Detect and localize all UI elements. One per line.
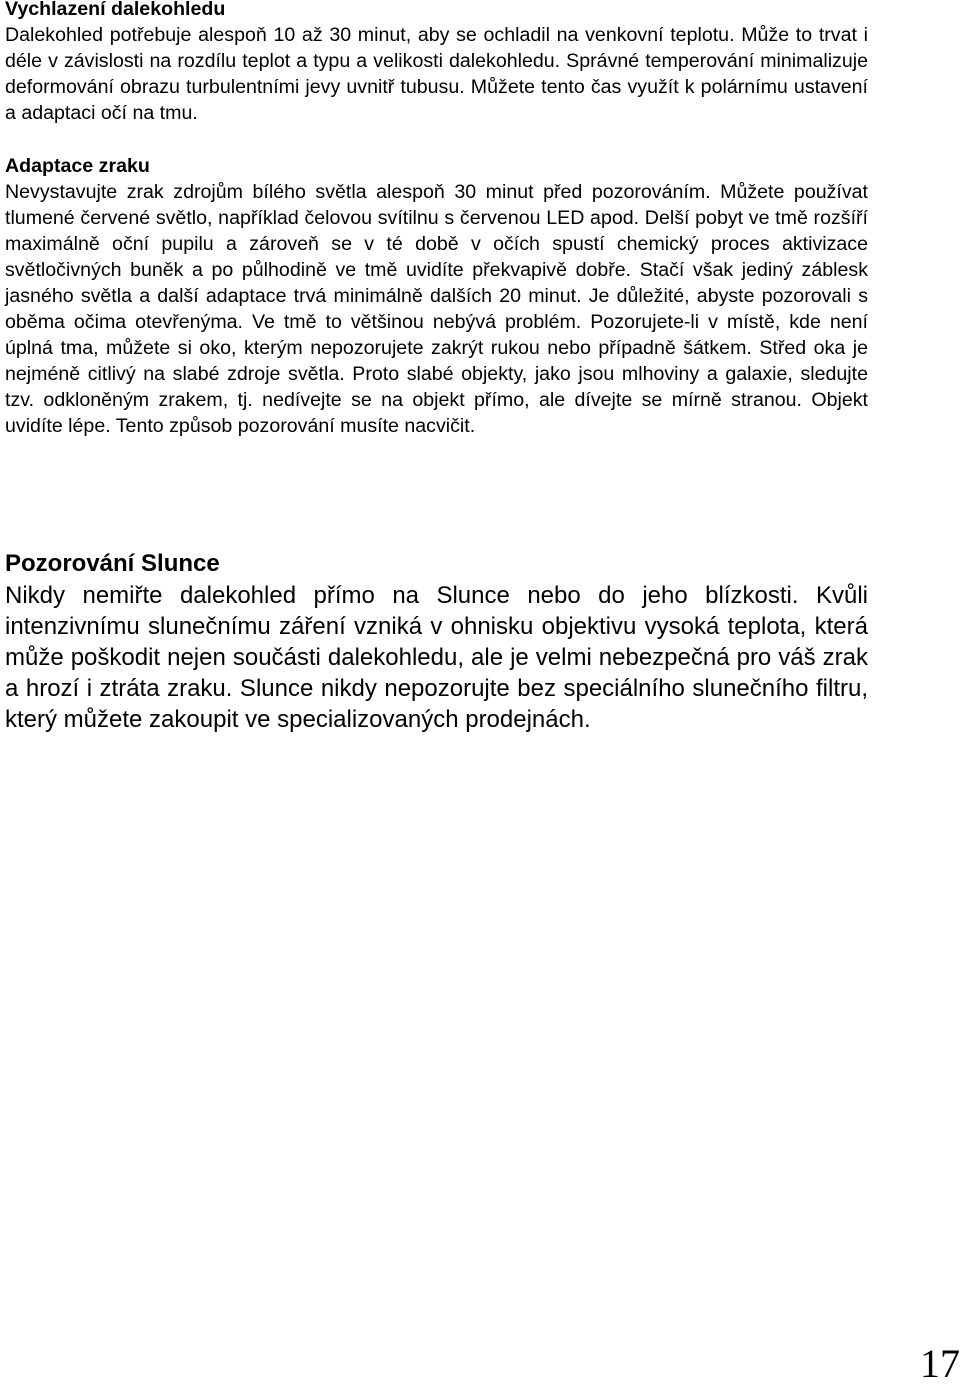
section-body-eye-adaptation: Nevystavujte zrak zdrojům bílého světla alespoň 30 minut před pozorováním. Můžete používat tlumené červené světlo, například čelovou svítilnu s červenou LED apod. Delší pobyt ve tmě rozšíří maximálně oční pupilu a zároveň se v té době v očích spustí chemický proces aktivizace světločivných buněk a po půlhodině ve tmě uvidíte překvapivě dobře. Stačí však jediný záblesk jasného světla a další adaptace trvá minimálně dalších 20 minut. Je důležité, abyste pozorovali s oběma očima otevřenýma. Ve tmě to většinou nebývá problém. Pozorujete-li v místě, kde není úplná tma, můžete si oko, kterým nepozorujete zakrýt rukou nebo případně šátkem. Střed oka je nejméně citlivý na slabé zdroje světla. Proto slabé objekty, jako jsou mlhoviny a galaxie, sledujte tzv. odkloněným zrakem, tj. nedívejte se na objekt přímo, ale dívejte se mírně stranou. Objekt uvidíte lépe. Tento způsob pozorování musíte nacvičit.	[5, 181, 868, 437]
page-number: 17	[920, 1341, 960, 1386]
section-heading-eye-adaptation: Adaptace zraku	[5, 155, 150, 177]
section-heading-sun-observation: Pozorování Slunce	[5, 550, 220, 577]
section-heading-cooling: Vychlazení dalekohledu	[5, 0, 226, 20]
section-eye-adaptation	[5, 153, 868, 439]
section-body-sun-observation: Nikdy nemiřte dalekohled přímo na Slunce nebo do jeho blízkosti. Kvůli intenzivnímu slunečnímu záření vzniká v ohnisku objektivu vysoká teplota, která může poškodit nejen součásti dalekohledu, ale je velmi nebezpečná pro váš zrak a hrozí i ztráta zraku. Slunce nikdy nepozorujte bez speciálního slunečního filtru, který můžete zakoupit ve specializovaných prodejnách.	[5, 582, 868, 733]
section-sun-observation	[5, 548, 868, 735]
section-body-cooling: Dalekohled potřebuje alespoň 10 až 30 minut, aby se ochladil na venkovní teplotu. Může to trvat i déle v závislosti na rozdílu teplot a typu a velikosti dalekohledu. Správné temperování minimalizuje deformování obrazu turbulentními jevy uvnitř tubusu. Můžete tento čas využít k polárnímu ustavení a adaptaci očí na tmu.	[5, 24, 868, 124]
section-cooling	[5, 0, 868, 126]
